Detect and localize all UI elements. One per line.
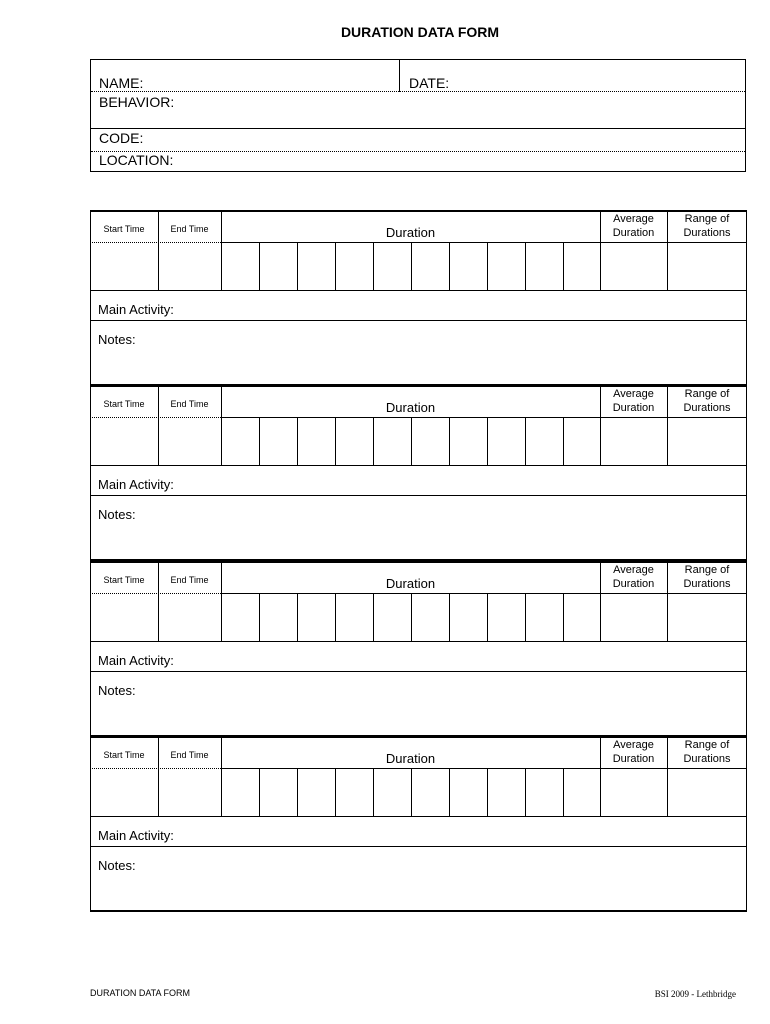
duration-cell[interactable] (222, 418, 258, 464)
duration-cell[interactable] (298, 594, 334, 640)
range-of-durations-cell[interactable] (668, 418, 746, 464)
activity-row-line (90, 320, 747, 321)
average-duration-cell[interactable] (601, 594, 666, 640)
start-time-header: Start Time (103, 224, 145, 234)
average-duration-header (600, 212, 667, 240)
average-duration-header (600, 563, 667, 591)
duration-cell[interactable] (564, 243, 600, 289)
notes-field[interactable]: Notes: (98, 683, 136, 698)
duration-cell[interactable] (450, 769, 486, 815)
average-duration-line1: Average (613, 739, 654, 751)
average-duration-line2: Duration (612, 227, 655, 239)
behavior-field[interactable]: BEHAVIOR: (99, 94, 175, 110)
end-time-cell[interactable] (159, 418, 220, 464)
duration-cell[interactable] (450, 594, 486, 640)
section-left-border (90, 561, 91, 737)
duration-section (90, 736, 747, 912)
duration-cell[interactable] (336, 769, 372, 815)
average-duration-line1: Average (613, 388, 654, 400)
code-field[interactable]: CODE: (99, 130, 144, 146)
entry-row-line (90, 465, 747, 466)
average-duration-cell[interactable] (601, 769, 666, 815)
duration-cell[interactable] (374, 594, 410, 640)
duration-cell[interactable] (260, 769, 296, 815)
average-duration-line2: Duration (612, 402, 655, 414)
duration-cell[interactable] (374, 418, 410, 464)
range-of-durations-header (667, 212, 747, 240)
date-field[interactable]: DATE: (409, 75, 450, 91)
notes-field[interactable]: Notes: (98, 507, 136, 522)
duration-section (90, 385, 747, 561)
range-of-durations-header (667, 387, 747, 415)
end-time-cell[interactable] (159, 594, 220, 640)
duration-header: Duration (385, 225, 436, 240)
main-activity-field[interactable]: Main Activity: (98, 828, 174, 843)
duration-cell[interactable] (336, 243, 372, 289)
range-of-durations-line2: Durations (683, 402, 731, 414)
end-time-header: End Time (170, 750, 209, 760)
section-left-border (90, 385, 91, 561)
duration-cell[interactable] (564, 594, 600, 640)
duration-cell[interactable] (450, 243, 486, 289)
duration-cell[interactable] (336, 594, 372, 640)
name-field[interactable]: NAME: (99, 75, 144, 91)
duration-cell[interactable] (526, 594, 562, 640)
range-of-durations-cell[interactable] (668, 243, 746, 289)
duration-section (90, 561, 747, 737)
start-time-cell[interactable] (91, 243, 157, 289)
name-date-divider (399, 60, 400, 92)
duration-cell[interactable] (298, 418, 334, 464)
duration-section (90, 210, 747, 386)
start-time-cell[interactable] (91, 769, 157, 815)
range-of-durations-cell[interactable] (668, 594, 746, 640)
duration-cell[interactable] (260, 594, 296, 640)
duration-cell[interactable] (450, 418, 486, 464)
duration-cell[interactable] (374, 243, 410, 289)
duration-cell[interactable] (488, 418, 524, 464)
average-duration-line1: Average (613, 564, 654, 576)
start-time-header: Start Time (103, 575, 145, 585)
duration-cell[interactable] (412, 418, 448, 464)
end-time-cell[interactable] (159, 769, 220, 815)
start-time-cell[interactable] (91, 594, 157, 640)
range-of-durations-line2: Durations (683, 753, 731, 765)
duration-cell[interactable] (298, 769, 334, 815)
range-of-durations-line2: Durations (683, 578, 731, 590)
duration-cell[interactable] (488, 594, 524, 640)
activity-row-line (90, 495, 747, 496)
duration-cell[interactable] (374, 769, 410, 815)
header-dotted-line (91, 91, 745, 92)
duration-cell[interactable] (222, 594, 258, 640)
main-activity-field[interactable]: Main Activity: (98, 302, 174, 317)
start-time-header: Start Time (103, 399, 145, 409)
range-of-durations-cell[interactable] (668, 769, 746, 815)
main-activity-field[interactable]: Main Activity: (98, 477, 174, 492)
duration-cell[interactable] (260, 418, 296, 464)
entry-row-line (90, 816, 747, 817)
duration-cell[interactable] (564, 769, 600, 815)
average-duration-line2: Duration (612, 578, 655, 590)
duration-cell[interactable] (488, 769, 524, 815)
range-of-durations-header (667, 738, 747, 766)
entry-row-line (90, 290, 747, 291)
location-field[interactable]: LOCATION: (99, 152, 174, 168)
duration-header: Duration (385, 400, 436, 415)
section-bottom-border (90, 910, 747, 912)
average-duration-line2: Duration (612, 753, 655, 765)
start-time-cell[interactable] (91, 418, 157, 464)
range-of-durations-line1: Range of (684, 213, 730, 225)
duration-cell[interactable] (526, 243, 562, 289)
duration-cell[interactable] (222, 769, 258, 815)
activity-row-line (90, 846, 747, 847)
duration-cell[interactable] (298, 243, 334, 289)
header-dotted-line-2 (91, 151, 745, 152)
notes-field[interactable]: Notes: (98, 858, 136, 873)
duration-cell[interactable] (526, 769, 562, 815)
notes-field[interactable]: Notes: (98, 332, 136, 347)
duration-cell[interactable] (260, 243, 296, 289)
footer-left: DURATION DATA FORM (90, 988, 190, 998)
section-left-border (90, 736, 91, 912)
end-time-header: End Time (170, 224, 209, 234)
end-time-header: End Time (170, 399, 209, 409)
duration-cell[interactable] (412, 594, 448, 640)
duration-cell[interactable] (222, 243, 258, 289)
duration-cell[interactable] (526, 418, 562, 464)
footer-right: BSI 2009 - Lethbridge (654, 989, 736, 999)
duration-cell[interactable] (564, 418, 600, 464)
range-of-durations-header (667, 563, 747, 591)
duration-cell[interactable] (488, 243, 524, 289)
header-divider (91, 128, 745, 129)
section-left-border (90, 210, 91, 386)
duration-header: Duration (385, 576, 436, 591)
header-box (90, 59, 746, 172)
duration-cell[interactable] (412, 769, 448, 815)
form-title: DURATION DATA FORM (340, 24, 500, 40)
main-activity-field[interactable]: Main Activity: (98, 653, 174, 668)
range-of-durations-line1: Range of (684, 388, 730, 400)
duration-cell[interactable] (336, 418, 372, 464)
average-duration-line1: Average (613, 213, 654, 225)
entry-row-line (90, 641, 747, 642)
start-time-header: Start Time (103, 750, 145, 760)
end-time-cell[interactable] (159, 243, 220, 289)
average-duration-cell[interactable] (601, 243, 666, 289)
range-of-durations-line1: Range of (684, 739, 730, 751)
range-of-durations-line2: Durations (683, 227, 731, 239)
average-duration-header (600, 387, 667, 415)
end-time-header: End Time (170, 575, 209, 585)
activity-row-line (90, 671, 747, 672)
duration-header: Duration (385, 751, 436, 766)
average-duration-cell[interactable] (601, 418, 666, 464)
range-of-durations-line1: Range of (684, 564, 730, 576)
average-duration-header (600, 738, 667, 766)
duration-cell[interactable] (412, 243, 448, 289)
